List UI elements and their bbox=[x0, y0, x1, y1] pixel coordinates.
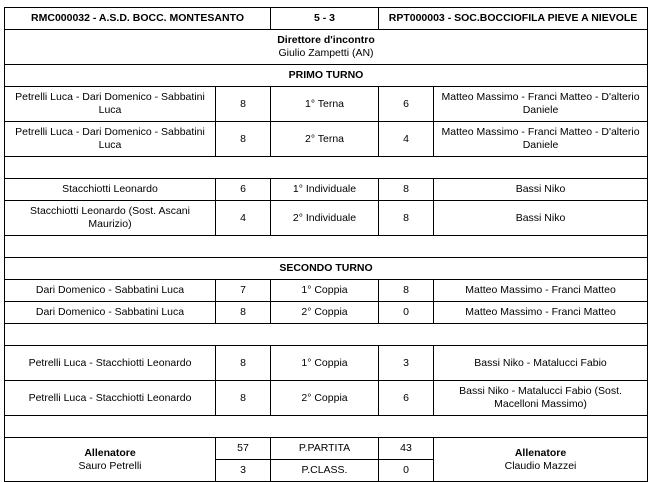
game-type: 2° Individuale bbox=[271, 201, 379, 236]
spacer-cell bbox=[5, 416, 648, 438]
away-class-points: 0 bbox=[379, 460, 434, 482]
away-players: Matteo Massimo - Franci Matteo bbox=[434, 302, 648, 324]
home-score: 8 bbox=[216, 302, 271, 324]
home-score: 6 bbox=[216, 179, 271, 201]
away-score: 8 bbox=[379, 179, 434, 201]
match-row bbox=[5, 302, 648, 324]
game-type: 1° Terna bbox=[271, 87, 379, 122]
away-players: Matteo Massimo - Franci Matteo bbox=[434, 280, 648, 302]
match-row bbox=[5, 201, 648, 236]
match-score: 5 - 3 bbox=[271, 8, 379, 30]
home-players: Petrelli Luca - Dari Domenico - Sabbatini Luca bbox=[5, 122, 216, 157]
home-score: 8 bbox=[216, 381, 271, 416]
match-row bbox=[5, 346, 648, 381]
home-players: Petrelli Luca - Dari Domenico - Sabbatini Luca bbox=[5, 87, 216, 122]
director-title: Direttore d'incontro bbox=[277, 34, 375, 46]
away-team: RPT000003 - SOC.BOCCIOFILA PIEVE A NIEVOLE bbox=[379, 8, 648, 30]
group-spacer-row bbox=[5, 157, 648, 179]
away-players: Bassi Niko bbox=[434, 201, 648, 236]
spacer-cell bbox=[5, 324, 648, 346]
match-row bbox=[5, 87, 648, 122]
away-score: 4 bbox=[379, 122, 434, 157]
match-row bbox=[5, 122, 648, 157]
spacer-cell bbox=[5, 157, 648, 179]
turn-spacer-row bbox=[5, 236, 648, 258]
away-score: 0 bbox=[379, 302, 434, 324]
turn-title-row bbox=[5, 258, 648, 280]
away-score: 6 bbox=[379, 87, 434, 122]
director-row bbox=[5, 30, 648, 65]
turn-title-row bbox=[5, 65, 648, 87]
away-players: Bassi Niko bbox=[434, 179, 648, 201]
turn-title: SECONDO TURNO bbox=[5, 258, 648, 280]
home-score: 8 bbox=[216, 87, 271, 122]
game-type: 2° Coppia bbox=[271, 381, 379, 416]
turn-spacer-row bbox=[5, 416, 648, 438]
away-players: Matteo Massimo - Franci Matteo - D'alterio Daniele bbox=[434, 122, 648, 157]
home-class-points: 3 bbox=[216, 460, 271, 482]
game-type: 1° Coppia bbox=[271, 280, 379, 302]
home-coach-name: Sauro Petrelli bbox=[78, 459, 142, 472]
game-type: 1° Coppia bbox=[271, 346, 379, 381]
home-players: Stacchiotti Leonardo bbox=[5, 179, 216, 201]
away-coach-name: Claudio Mazzei bbox=[504, 459, 577, 472]
home-coach-label: Allenatore bbox=[84, 446, 136, 459]
home-players: Petrelli Luca - Stacchiotti Leonardo bbox=[5, 346, 216, 381]
match-row bbox=[5, 179, 648, 201]
game-type: 2° Terna bbox=[271, 122, 379, 157]
away-coach-cell bbox=[434, 438, 648, 482]
away-score: 6 bbox=[379, 381, 434, 416]
match-row bbox=[5, 280, 648, 302]
match-row bbox=[5, 381, 648, 416]
away-players: Bassi Niko - Matalucci Fabio bbox=[434, 346, 648, 381]
away-coach-label: Allenatore bbox=[514, 446, 567, 459]
home-score: 4 bbox=[216, 201, 271, 236]
footer-row-partita bbox=[5, 438, 648, 460]
home-players: Petrelli Luca - Stacchiotti Leonardo bbox=[5, 381, 216, 416]
turn-title: PRIMO TURNO bbox=[5, 65, 648, 87]
away-score: 8 bbox=[379, 201, 434, 236]
away-score: 3 bbox=[379, 346, 434, 381]
away-players: Bassi Niko - Matalucci Fabio (Sost. Macelloni Massimo) bbox=[434, 381, 648, 416]
partita-label: P.PARTITA bbox=[271, 438, 379, 460]
away-players: Matteo Massimo - Franci Matteo - D'alterio Daniele bbox=[434, 87, 648, 122]
director-cell bbox=[5, 30, 648, 65]
home-score: 8 bbox=[216, 346, 271, 381]
home-players: Stacchiotti Leonardo (Sost. Ascani Maurizio) bbox=[5, 201, 216, 236]
match-report-table bbox=[4, 7, 648, 482]
class-label: P.CLASS. bbox=[271, 460, 379, 482]
away-score: 8 bbox=[379, 280, 434, 302]
home-score: 7 bbox=[216, 280, 271, 302]
home-players: Dari Domenico - Sabbatini Luca bbox=[5, 280, 216, 302]
spacer-cell bbox=[5, 236, 648, 258]
home-team: RMC000032 - A.S.D. BOCC. MONTESANTO bbox=[5, 8, 271, 30]
home-score: 8 bbox=[216, 122, 271, 157]
away-partita-points: 43 bbox=[379, 438, 434, 460]
game-type: 1° Individuale bbox=[271, 179, 379, 201]
home-coach-cell bbox=[5, 438, 216, 482]
home-partita-points: 57 bbox=[216, 438, 271, 460]
header-row bbox=[5, 8, 648, 30]
home-players: Dari Domenico - Sabbatini Luca bbox=[5, 302, 216, 324]
game-type: 2° Coppia bbox=[271, 302, 379, 324]
director-name: Giulio Zampetti (AN) bbox=[278, 47, 374, 59]
group-spacer-row bbox=[5, 324, 648, 346]
